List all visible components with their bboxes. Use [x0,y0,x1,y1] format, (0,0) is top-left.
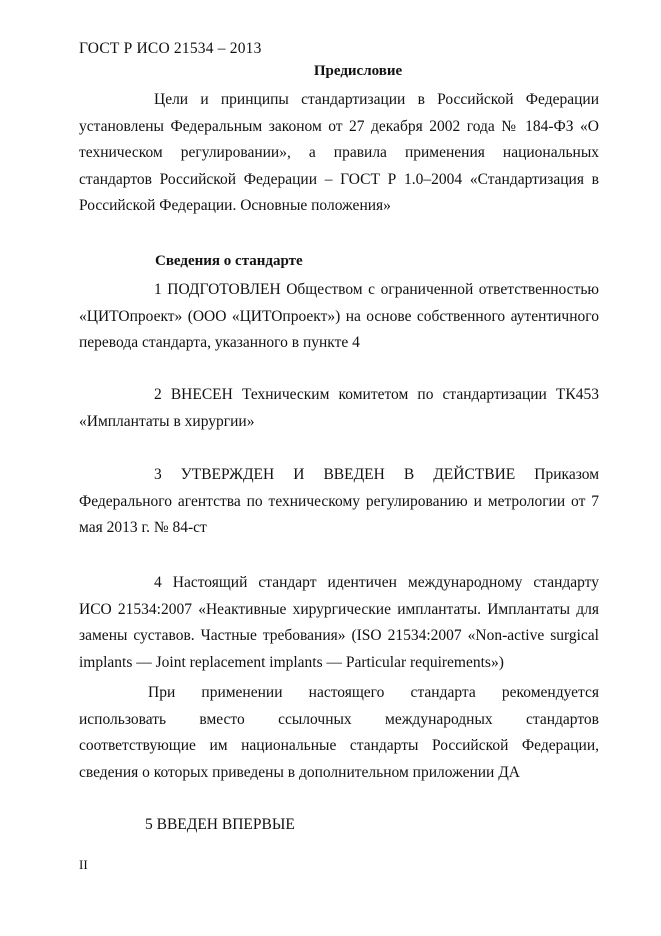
info-item-4 [79,570,599,676]
standard-code-header: ГОСТ Р ИСО 21534 – 2013 [79,40,262,57]
info-item-2 [79,382,599,435]
preface-line: Цели и принципы стандартизации в Российской Федерации [154,91,599,108]
preface-paragraph [79,87,599,220]
info-item-4-note [79,680,599,786]
info-note-line: использовать вместо ссылочных международных стандартов [79,710,599,728]
preface-line: техническом регулировании», а правила применения национальных [79,144,599,161]
info-note-line: сведения о которых приведены в дополнительном приложении ДА [79,763,520,781]
info-item-line: мая 2013 г. № 84-ст [79,519,207,536]
preface-title: Предисловие [313,63,403,79]
info-item-3 [79,462,599,542]
info-item-line: замены суставов. Частные требования» (ISO 21534:2007 «Non-active surgical [79,627,599,644]
info-item-line: перевода стандарта, указанного в пункте 4 [79,334,360,351]
page-number: II [79,857,88,872]
info-item-line: implants — Joint replacement implants — Particular requirements») [79,653,504,671]
info-item-line: «Имплантаты в хирургии» [79,412,255,430]
info-item-line: 1 ПОДГОТОВЛЕН Обществом с ограниченной ответственностью [154,281,599,298]
preface-line: Российской Федерации. Основные положения» [79,197,391,214]
preface-line: стандартов Российской Федерации – ГОСТ Р 1.0–2004 «Стандартизация в [79,170,599,188]
info-item-1 [79,277,599,357]
info-item-line: Федерального агентства по техническому регулированию и метрологии от 7 [79,492,599,510]
info-item-line: «ЦИТОпроект» (ООО «ЦИТОпроект») на основе собственного аутентичного [79,307,599,325]
info-note-line: соответствующие им национальные стандарты Российской Федерации, [79,737,599,754]
info-item-line: 2 ВНЕСЕН Техническим комитетом по стандартизации ТК453 [154,386,599,403]
info-item-line: ИСО 21534:2007 «Неактивные хирургические имплантаты. Имплантаты для [79,600,599,618]
info-item-5: 5 ВВЕДЕН ВПЕРВЫЕ [145,816,295,833]
info-note-line: При применении настоящего стандарта рекомендуется [148,684,599,701]
info-title: Сведения о стандарте [155,253,303,269]
preface-line: установлены Федеральным законом от 27 декабря 2002 года № 184-ФЗ «О [79,117,599,135]
info-item-line: 4 Настоящий стандарт идентичен международному стандарту [154,574,599,591]
info-item-line: 3 УТВЕРЖДЕН И ВВЕДЕН В ДЕЙСТВИЕ Приказом [154,466,599,483]
